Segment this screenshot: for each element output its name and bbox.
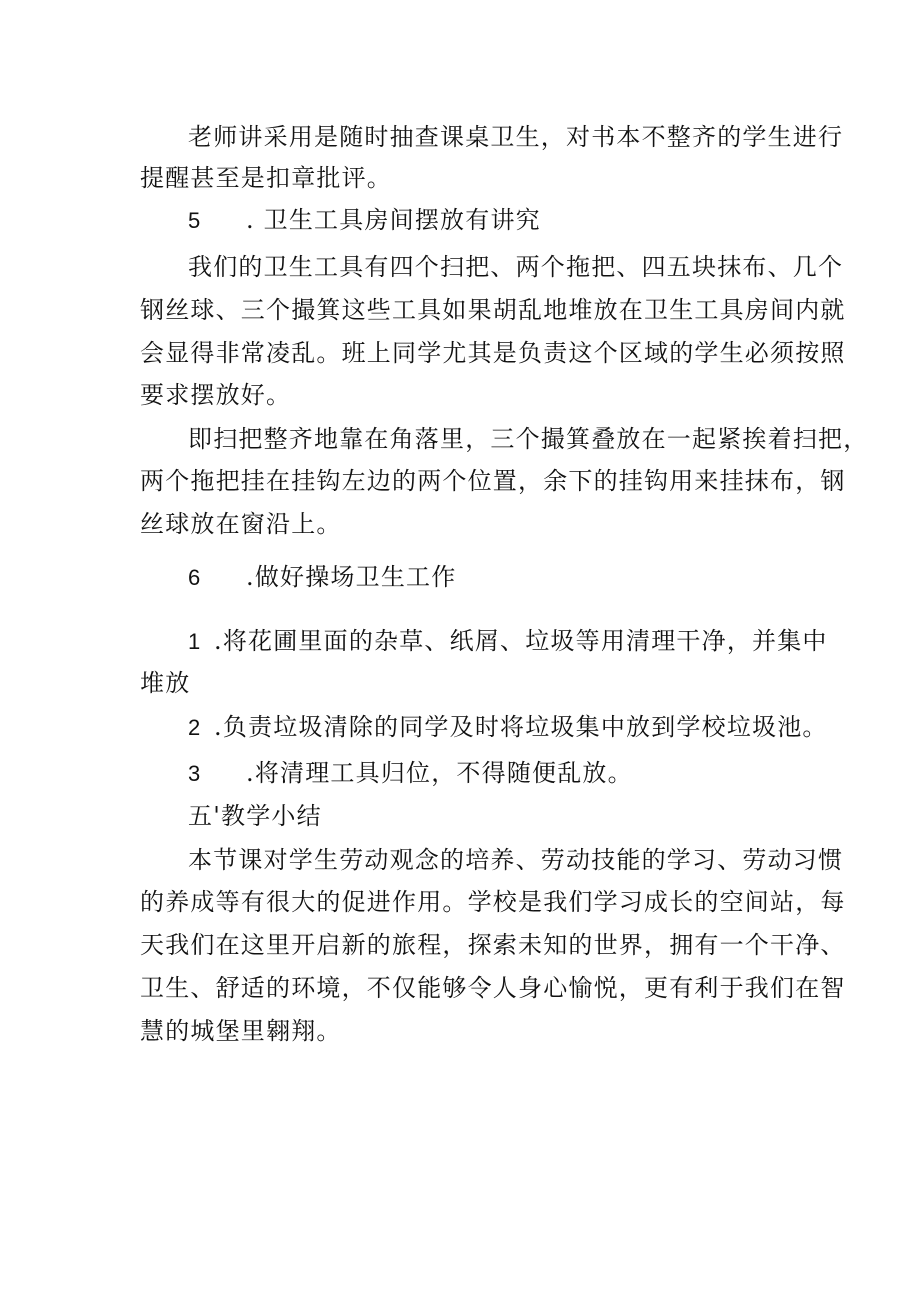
section-heading-summary: 五'教学小结: [188, 802, 322, 830]
list-item-3: [188, 757, 633, 790]
list-text: .将花圃里面的杂草、纸屑、垃圾等用清理干净，并集中: [214, 627, 828, 655]
list-item-2: [188, 711, 828, 744]
paragraph-line: 天我们在这里开启新的旅程，探索未知的世界，拥有一个干净、: [140, 931, 846, 959]
paragraph-line: 的养成等有很大的促进作用。学校是我们学习成长的空间站，每: [140, 888, 846, 916]
section-number: 6: [188, 565, 202, 590]
paragraph-line: 两个拖把挂在挂钩左边的两个位置，余下的挂钩用来挂抹布，钢: [140, 467, 846, 495]
section-title: .做好操场卫生工作: [246, 563, 457, 591]
paragraph-line: 会显得非常凌乱。班上同学尤其是负责这个区域的学生必须按照: [140, 339, 846, 367]
paragraph-line: 丝球放在窗沿上。: [140, 510, 342, 538]
section-title: . 卫生工具房间摆放有讲究: [246, 206, 541, 234]
paragraph-line: 老师讲采用是随时抽查课桌卫生，对书本不整齐的学生进行: [188, 123, 844, 151]
list-item-1: [188, 625, 828, 658]
section-heading-5: [188, 204, 541, 237]
paragraph-line: 要求摆放好。: [140, 381, 292, 409]
paragraph-line: 即扫把整齐地靠在角落里，三个撮箕叠放在一起紧挨着扫把，: [188, 425, 869, 453]
section-heading-6: [188, 561, 456, 594]
paragraph-line: 卫生、舒适的环境，不仅能够令人身心愉悦，更有利于我们在智: [140, 974, 846, 1002]
list-number: 3: [188, 761, 202, 786]
list-text: .负责垃圾清除的同学及时将垃圾集中放到学校垃圾池。: [214, 713, 828, 741]
list-number: 2: [188, 715, 202, 740]
paragraph-line: 慧的城堡里翱翔。: [140, 1017, 342, 1045]
paragraph-line: 提醒甚至是扣章批评。: [140, 164, 392, 192]
section-number: 5: [188, 208, 202, 233]
paragraph-line: 本节课对学生劳动观念的培养、劳动技能的学习、劳动习惯: [188, 846, 844, 874]
list-number: 1: [188, 629, 202, 654]
paragraph-line: 我们的卫生工具有四个扫把、两个拖把、四五块抹布、几个: [188, 253, 844, 281]
list-text: .将清理工具归位，不得随便乱放。: [246, 759, 633, 787]
paragraph-line: 钢丝球、三个撮箕这些工具如果胡乱地堆放在卫生工具房间内就: [140, 296, 846, 324]
paragraph-line: 堆放: [140, 669, 191, 697]
